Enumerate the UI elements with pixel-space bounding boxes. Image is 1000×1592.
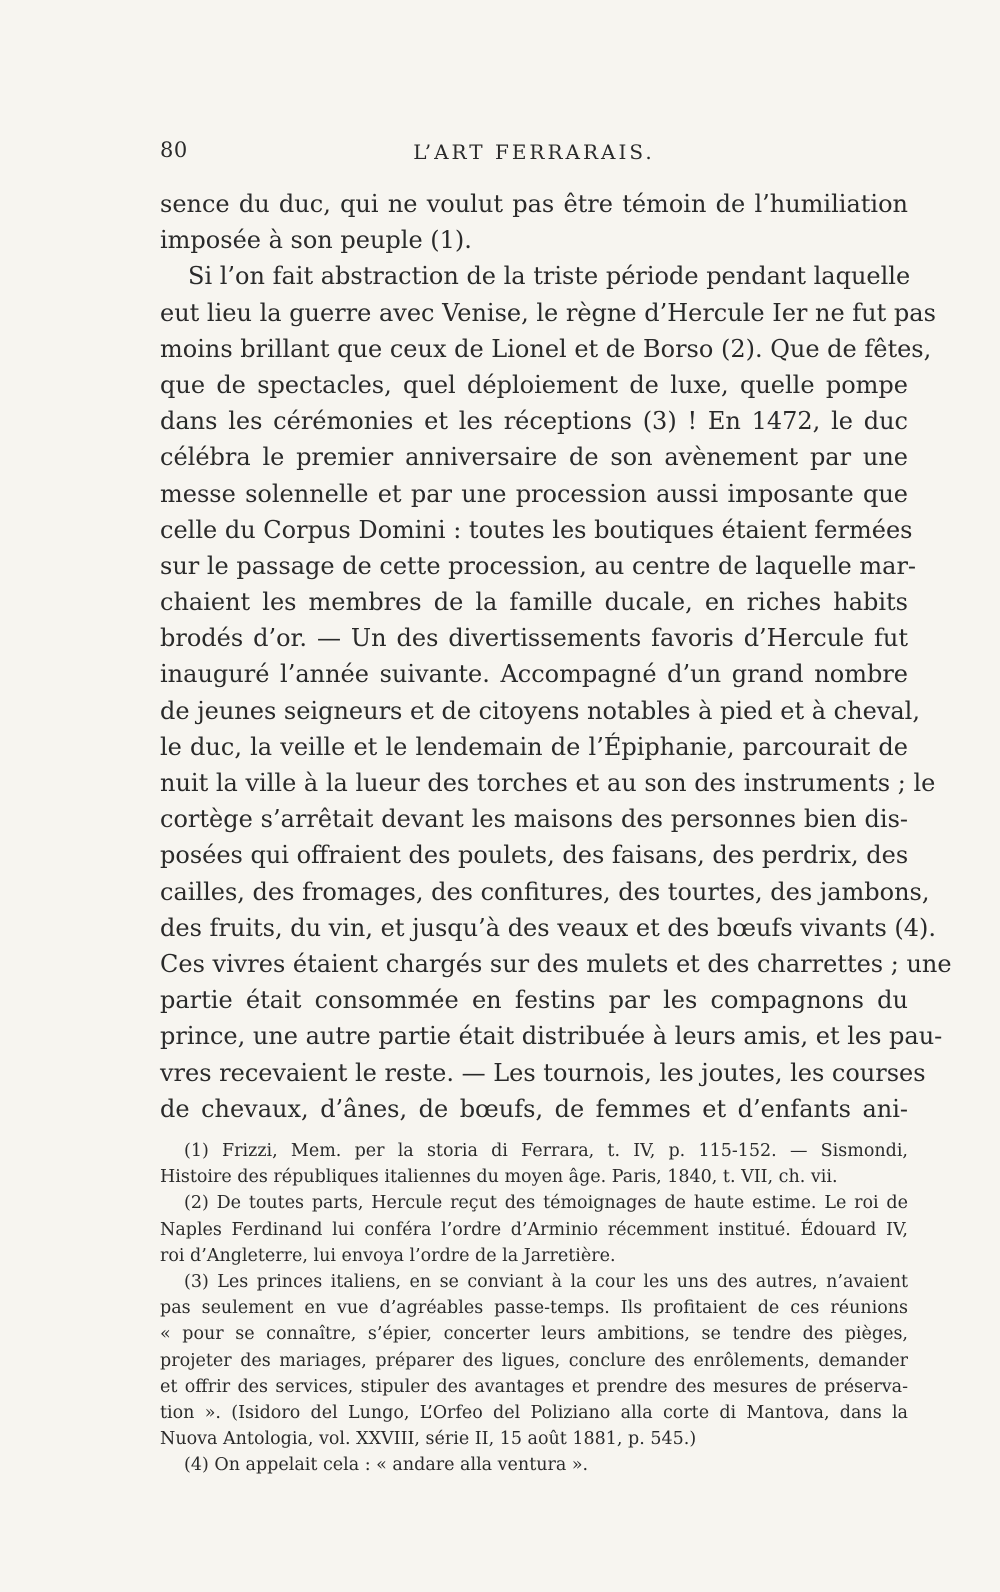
footnote-line: Histoire des républiques italiennes du moyen âge. Paris, 1840, t. VII, ch. vii. [160, 1167, 838, 1188]
body-line: prince, une autre partie était distribuée à leurs amis, et les pau- [160, 1022, 943, 1051]
body-line: partie était consommée en festins par les compagnons du [160, 986, 908, 1015]
body-text [160, 186, 952, 1127]
body-line: messe solennelle et par une procession aussi imposante que [160, 479, 908, 508]
body-line: inauguré l’année suivante. Accompagné d’un grand nombre [160, 660, 908, 689]
body-line: de jeunes seigneurs et de citoyens notables à pied et à cheval, [160, 696, 920, 725]
footnote-line: Naples Ferdinand lui conféra l’ordre d’Arminio récemment institué. Édouard IV, [160, 1219, 908, 1240]
footnote-line: pas seulement en vue d’agréables passe-temps. Ils profitaient de ces réunions [160, 1298, 908, 1319]
footnote-line: « pour se connaître, s’épier, concerter leurs ambitions, se tendre des pièges, [160, 1324, 908, 1345]
body-line: posées qui offraient des poulets, des faisans, des perdrix, des [160, 841, 909, 870]
footnote-line: Nuova Antologia, vol. XXVIII, série II, 15 août 1881, p. 545.) [160, 1429, 697, 1450]
page-number: 80 [160, 138, 188, 162]
footnote-line: (1) Frizzi, Mem. per la storia di Ferrara, t. IV, p. 115-152. — Sismondi, [184, 1141, 908, 1161]
body-line: nuit la ville à la lueur des torches et au son des instruments ; le [160, 769, 936, 797]
body-line: dans les cérémonies et les réceptions (3) ! En 1472, le duc [160, 407, 908, 436]
footnote-line: projeter des mariages, préparer des ligues, conclure des enrôlements, demander [160, 1350, 908, 1371]
footnote-line: tion ». (Isidoro del Lungo, L’Orfeo del Poliziano alla corte di Mantova, dans la [160, 1402, 908, 1423]
footnotes [160, 1138, 908, 1478]
footnote-line: (2) De toutes parts, Hercule reçut des témoignages de haute estime. Le roi de [184, 1193, 908, 1214]
body-line: chaient les membres de la famille ducale, en riches habits [160, 588, 908, 617]
body-line: des fruits, du vin, et jusqu’à des veaux et des bœufs vivants (4). [160, 913, 937, 942]
body-line: sence du duc, qui ne voulut pas être témoin de l’humiliation [160, 190, 908, 218]
running-head: L’ART FERRARAIS. [413, 140, 655, 164]
body-line: célébra le premier anniversaire de son avènement par une [160, 443, 908, 472]
page-header [160, 130, 908, 170]
body-line: brodés d’or. — Un des divertissements favoris d’Hercule fut [160, 624, 908, 653]
footnote-line: et offrir des services, stipuler des avantages et prendre des mesures de préserva- [160, 1376, 908, 1397]
body-line: Ces vivres étaient chargés sur des mulets et des charrettes ; une [160, 949, 952, 978]
body-line: cailles, des fromages, des confitures, des tourtes, des jambons, [160, 877, 930, 906]
body-line: eut lieu la guerre avec Venise, le règne d’Hercule Ier ne fut pas [160, 298, 936, 327]
body-line: le duc, la veille et le lendemain de l’Épiphanie, parcourait de [160, 732, 908, 761]
body-line: moins brillant que ceux de Lionel et de Borso (2). Que de fêtes, [160, 334, 932, 363]
body-line: que de spectacles, quel déploiement de luxe, quelle pompe [160, 370, 908, 399]
footnote-line: (4) On appelait cela : « andare alla ventura ». [184, 1455, 589, 1476]
footnote-line: (3) Les princes italiens, en se conviant à la cour les uns des autres, n’avaient [184, 1271, 908, 1292]
body-line: celle du Corpus Domini : toutes les boutiques étaient fermées [160, 515, 913, 544]
body-line: imposée à son peuple (1). [160, 226, 472, 255]
body-line: Si l’on fait abstraction de la triste période pendant laquelle [188, 262, 911, 291]
body-line: sur le passage de cette procession, au centre de laquelle mar- [160, 551, 917, 580]
body-line: vres recevaient le reste. — Les tournois, les joutes, les courses [160, 1058, 926, 1087]
footnote-line: roi d’Angleterre, lui envoya l’ordre de la Jarretière. [160, 1245, 616, 1266]
body-line: cortège s’arrêtait devant les maisons des personnes bien dis- [160, 805, 908, 834]
body-line: de chevaux, d’ânes, de bœufs, de femmes et d’enfants ani- [160, 1094, 908, 1123]
